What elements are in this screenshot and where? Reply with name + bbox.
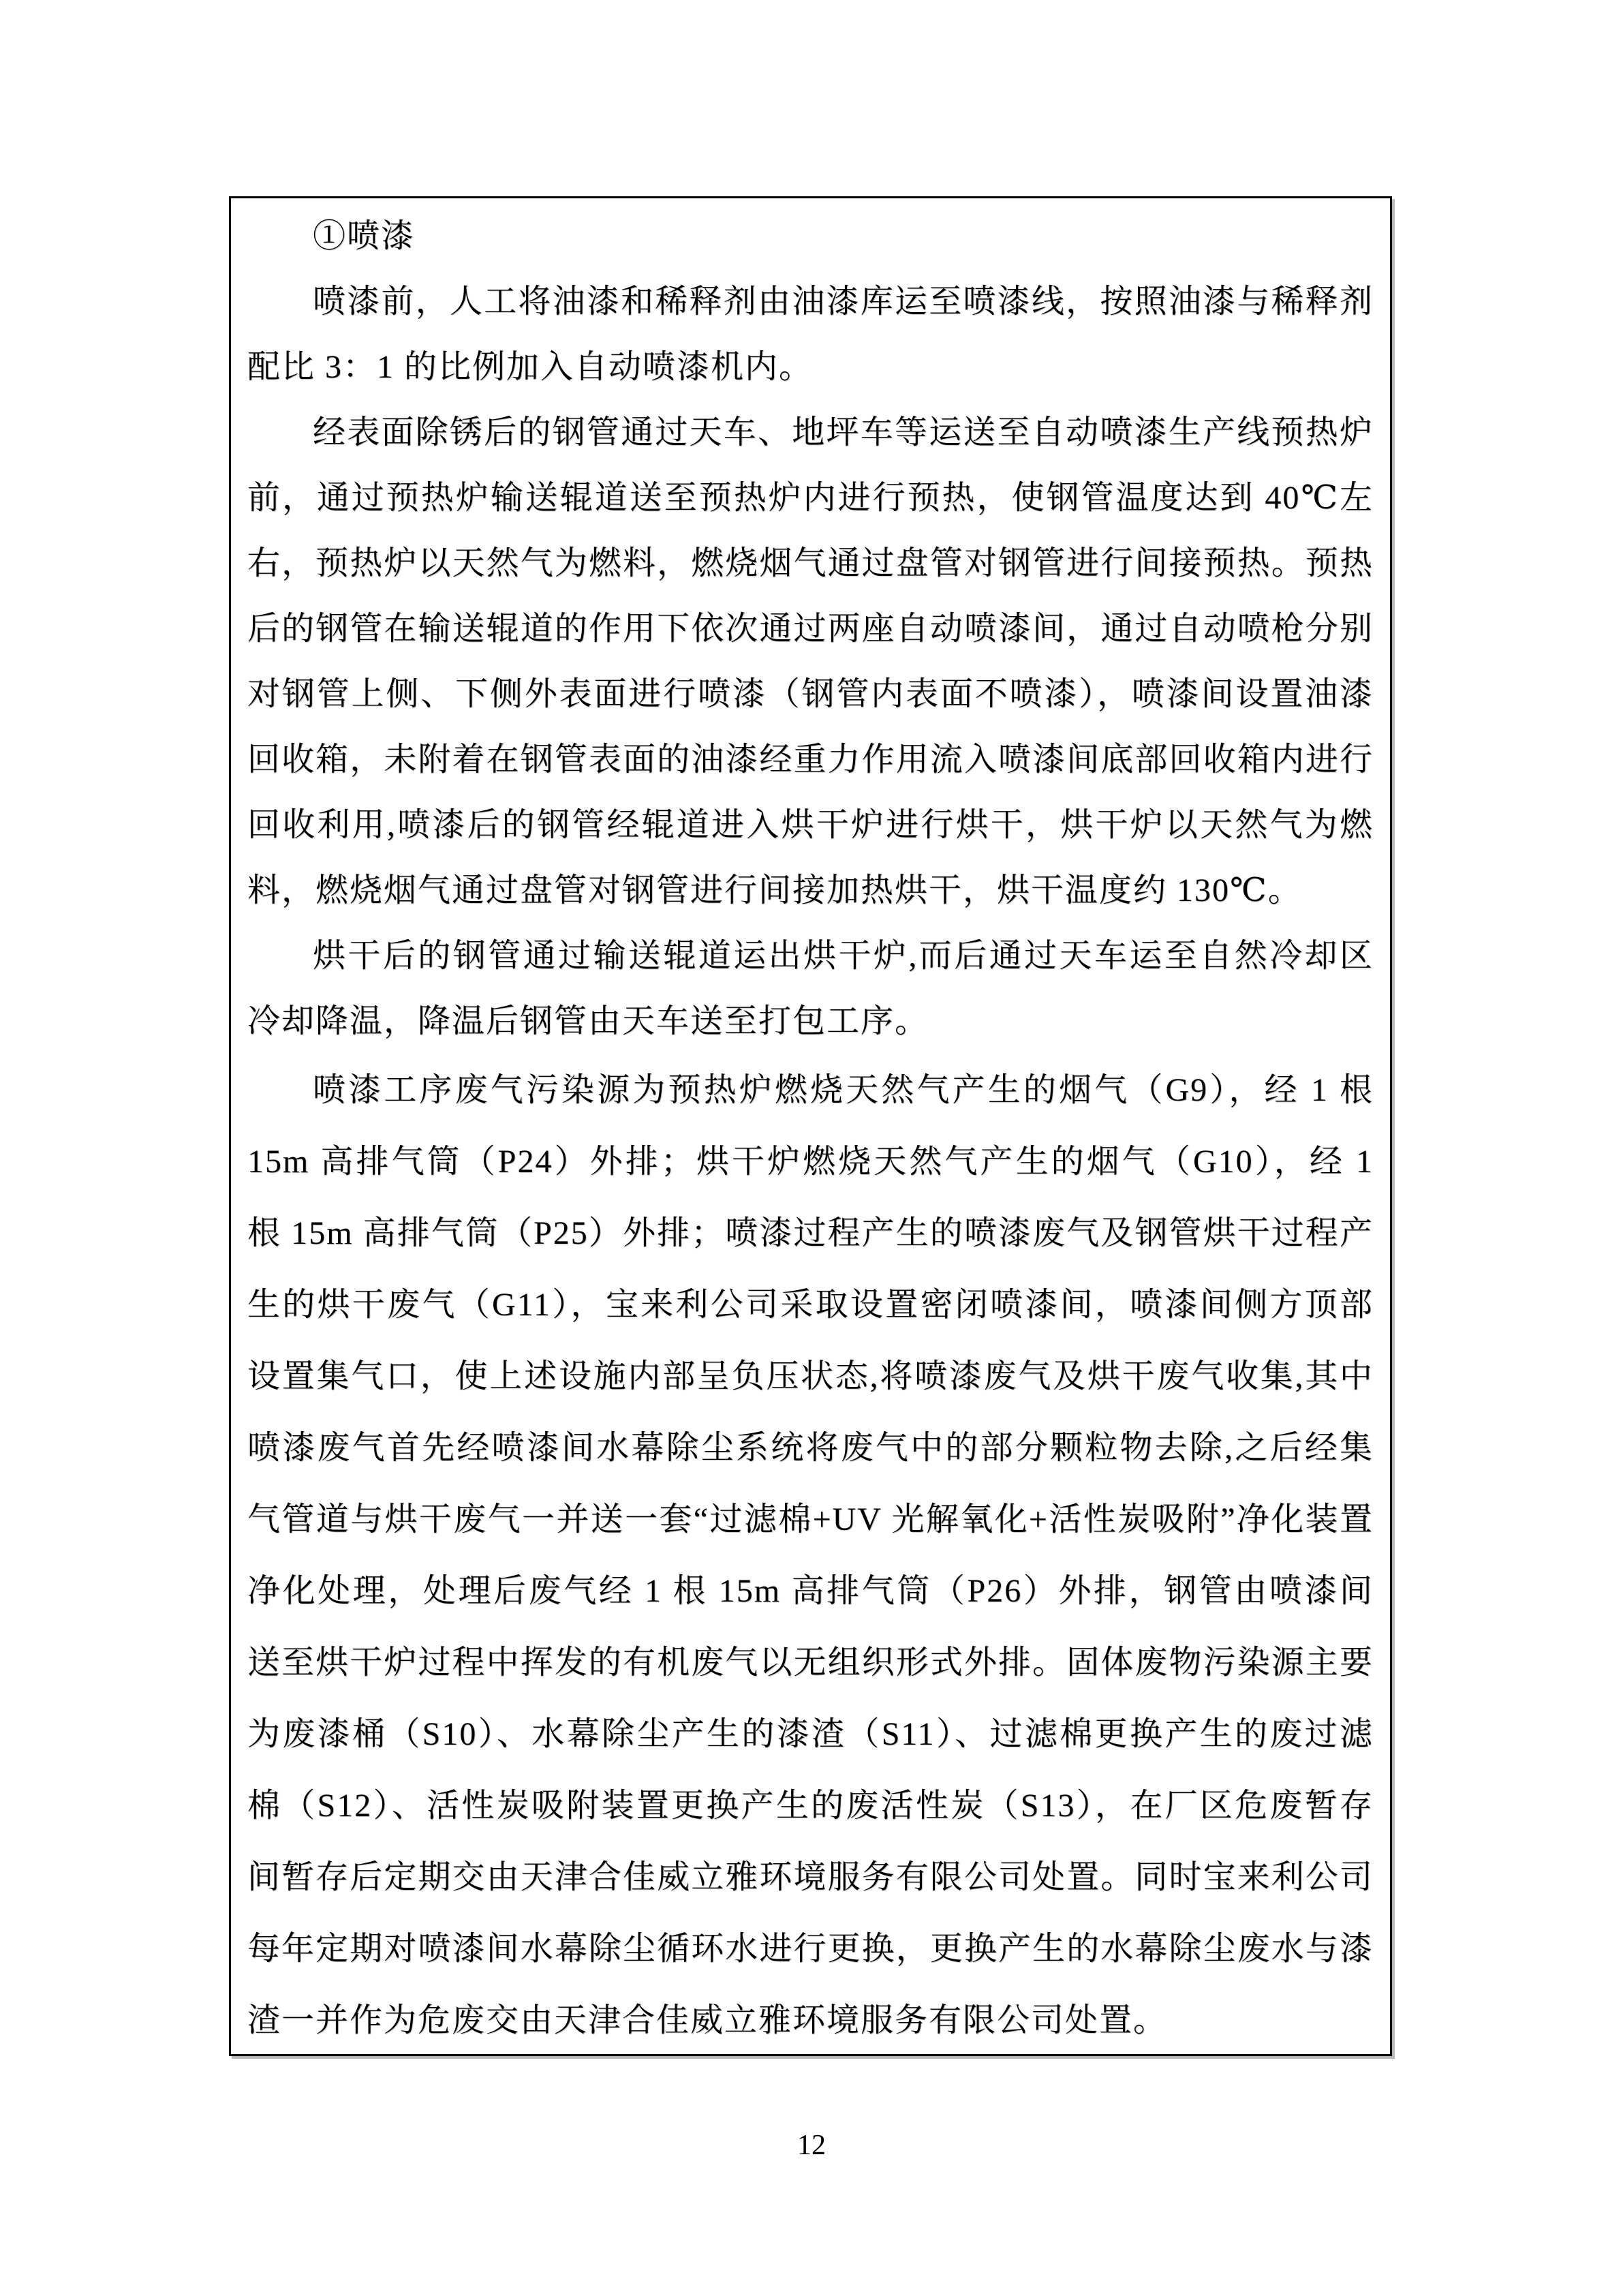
paragraph-heading-spray-paint: ①喷漆: [313, 218, 416, 254]
section-pollution-sources: [247, 1054, 1374, 2056]
paragraph-paint-preparation: 喷漆前，人工将油漆和稀释剂由油漆库运至喷漆线，按照油漆与稀释剂配比 3：1 的比例加入自动喷漆机内。: [247, 284, 1374, 385]
page-number: 12: [797, 2130, 826, 2161]
paragraph-cooling-and-packing: 烘干后的钢管通过输送辊道运出烘干炉,而后通过天车运至自然冷却区冷却降温，降温后钢管由天车送至打包工序。: [247, 938, 1374, 1039]
paragraph-preheat-and-spray-process: 经表面除锈后的钢管通过天车、地坪车等运送至自动喷漆生产线预热炉前，通过预热炉输送辊道送至预热炉内进行预热，使钢管温度达到 40℃左右，预热炉以天然气为燃料，燃烧烟气通过盘管对钢管进行间接预热。预热后的钢管在输送辊道的作用下依次通过两座自动喷漆间，通过自动喷枪分别对钢管上侧、下侧外表面进行喷漆（钢管内表面不喷漆），喷漆间设置油漆回收箱，未附着在钢管表面的油漆经重力作用流入喷漆间底部回收箱内进行回收利用,喷漆后的钢管经辊道进入烘干炉进行烘干，烘干炉以天然气为燃料，燃烧烟气通过盘管对钢管进行间接加热烘干，烘干温度约 130℃。: [247, 414, 1374, 908]
section-process-description: [247, 204, 1374, 1054]
content-table-cell: [229, 196, 1392, 2056]
paragraph-waste-gas-and-solid-waste: 喷漆工序废气污染源为预热炉燃烧天然气产生的烟气（G9），经 1 根 15m 高排气筒（P24）外排；烘干炉燃烧天然气产生的烟气（G10），经 1 根 15m 高排气筒（P25）外排；喷漆过程产生的喷漆废气及钢管烘干过程产生的烘干废气（G11），宝来利公司采取设置密闭喷漆间，喷漆间侧方顶部设置集气口，使上述设施内部呈负压状态,将喷漆废气及烘干废气收集,其中喷漆废气首先经喷漆间水幕除尘系统将废气中的部分颗粒物去除,之后经集气管道与烘干废气一并送一套“过滤棉+UV 光解氧化+活性炭吸附”净化装置净化处理，处理后废气经 1 根 15m 高排气筒（P26）外排，钢管由喷漆间送至烘干炉过程中挥发的有机废气以无组织形式外排。固体废物污染源主要为废漆桶（S10）、水幕除尘产生的漆渣（S11）、过滤棉更换产生的废过滤棉（S12）、活性炭吸附装置更换产生的废活性炭（S13），在厂区危废暂存间暂存后定期交由天津合佳威立雅环境服务有限公司处置。同时宝来利公司每年定期对喷漆间水幕除尘循环水进行更换，更换产生的水幕除尘废水与漆渣一并作为危废交由天津合佳威立雅环境服务有限公司处置。: [247, 1072, 1374, 2038]
